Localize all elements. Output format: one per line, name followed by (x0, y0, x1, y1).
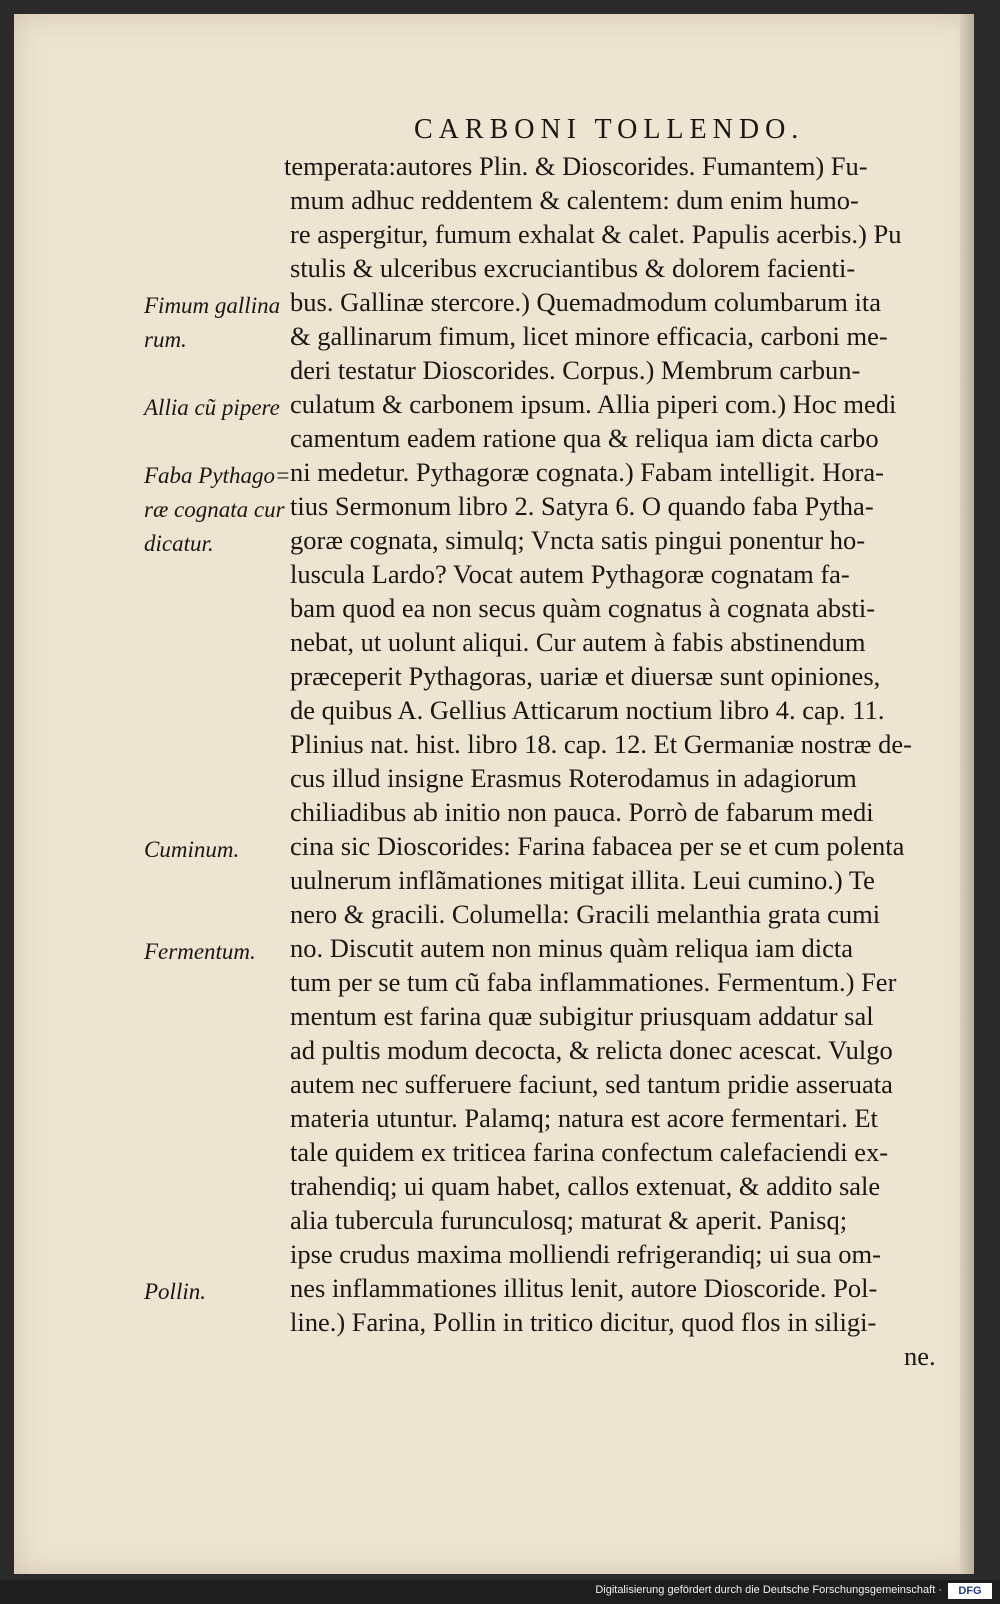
text-line: nero & gracili. Columella: Gracili melanthia grata cumi (290, 899, 881, 929)
text-line: goræ cognata, simulq; Vncta satis pingui ponentur ho- (290, 525, 866, 555)
text-line: ni medetur. Pythagoræ cognata.) Fabam intelligit. Hora- (290, 457, 884, 487)
text-line: tius Sermonum libro 2. Satyra 6. O quando faba Pytha- (290, 491, 874, 521)
margin-note: rum. (144, 327, 187, 352)
text-line: præceperit Pythagoras, uariæ et diuersæ sunt opiniones, (290, 661, 881, 691)
page-edge (960, 14, 974, 1574)
text-line: lusculа Lardo? Vocat autem Pythagoræ cognatam fa- (290, 559, 850, 589)
text-line: tum per se tum cũ faba inflammationes. Fermentum.) Fer (290, 967, 897, 997)
text-line: mentum est farina quæ subigitur priusquam addatur sal (290, 1001, 874, 1031)
text-line: bus. Gallinæ stercore.) Quemadmodum columbarum ita (290, 287, 881, 317)
margin-note: ræ cognata cur (144, 497, 285, 522)
dfg-logo: DFG (948, 1583, 992, 1599)
margin-note: Fermentum. (144, 939, 256, 964)
text-line: bam quod ea non secus quàm cognatus à cognata absti- (290, 593, 876, 623)
text-line: uulnerum inflãmationes mitigat illita. Leui cumino.) Te (290, 865, 875, 895)
text-line: deri testatur Dioscorides. Corpus.) Membrum carbun- (290, 355, 861, 385)
text-line: ipse crudus maxima molliendi refrigerandiq; ui sua om- (290, 1239, 881, 1269)
text-line: cina sic Dioscorides: Farina fabacea per se et cum polenta (290, 831, 905, 861)
text-line: tale quidem ex triticea farina confectum calefaciendi ex- (290, 1137, 889, 1167)
footer-bar (0, 1580, 1000, 1604)
text-line: ad pultis modum decocta, & relicta donec acescat. Vulgo (290, 1035, 893, 1065)
margin-note: Fimum gallina (144, 293, 281, 318)
margin-note: Pollin. (144, 1279, 206, 1304)
text-line: line.) Farina, Pollin in tritico dicitur, quod flos in siligi- (290, 1307, 877, 1337)
running-header: CARBONI TOLLENDO. (414, 114, 805, 145)
text-line: materia utuntur. Palamq; natura est acore fermentari. Et (290, 1103, 878, 1133)
text-line: nes inflammationes illitus lenit, autore Dioscoride. Pol- (290, 1273, 878, 1303)
text-line: Plinius nat. hist. libro 18. cap. 12. Et Germaniæ nostræ de- (290, 729, 912, 759)
text-line: & gallinarum fimum, licet minore efficacia, carboni me- (290, 321, 888, 351)
text-line: alia tubercula furunculosq; maturat & aperit. Panisq; (290, 1205, 848, 1235)
margin-note: Cuminum. (144, 837, 240, 862)
text-line: re aspergitur, fumum exhalat & calet. Papulis acerbis.) Pu (290, 219, 902, 249)
margin-note: Faba Pythago= (144, 463, 291, 488)
text-line: trahendiq; ui quam habet, callos extenuat, & addito sale (290, 1171, 881, 1201)
text-line: stulis & ulceribus excruciantibus & dolorem facienti- (290, 253, 856, 283)
margin-note: Allia cũ pipere (144, 395, 280, 420)
text-line: mum adhuc reddentem & calentem: dum enim humo- (290, 185, 859, 215)
text-line: autem nec sufferuere faciunt, sed tantum pridie asseruata (290, 1069, 893, 1099)
text-line: camentum eadem ratione qua & reliqua iam dicta carbo (290, 423, 879, 453)
text-line: chiliadibus ab initio non pauca. Porrò de fabarum medi (290, 797, 874, 827)
text-line: cus illud insigne Erasmus Roterodamus in adagiorum (290, 763, 857, 793)
text-line: no. Discutit autem non minus quàm reliqua iam dicta (290, 933, 854, 963)
text-line: de quibus A. Gellius Atticarum noctium libro 4. cap. 11. (290, 695, 885, 725)
text-line: nebat, ut uolunt aliqui. Cur autem à fabis abstinendum (290, 627, 866, 657)
text-line: culatum & carbonem ipsum. Allia piperi com.) Hoc medi (290, 389, 897, 419)
text-line: ne. (904, 1341, 936, 1371)
margin-note: dicatur. (144, 531, 214, 556)
text-line: temperata:autores Plin. & Dioscorides. Fumantem) Fu- (284, 151, 868, 181)
funding-credit: Digitalisierung gefördert durch die Deutsche Forschungsgemeinschaft · (595, 1584, 942, 1596)
book-page (14, 14, 974, 1574)
